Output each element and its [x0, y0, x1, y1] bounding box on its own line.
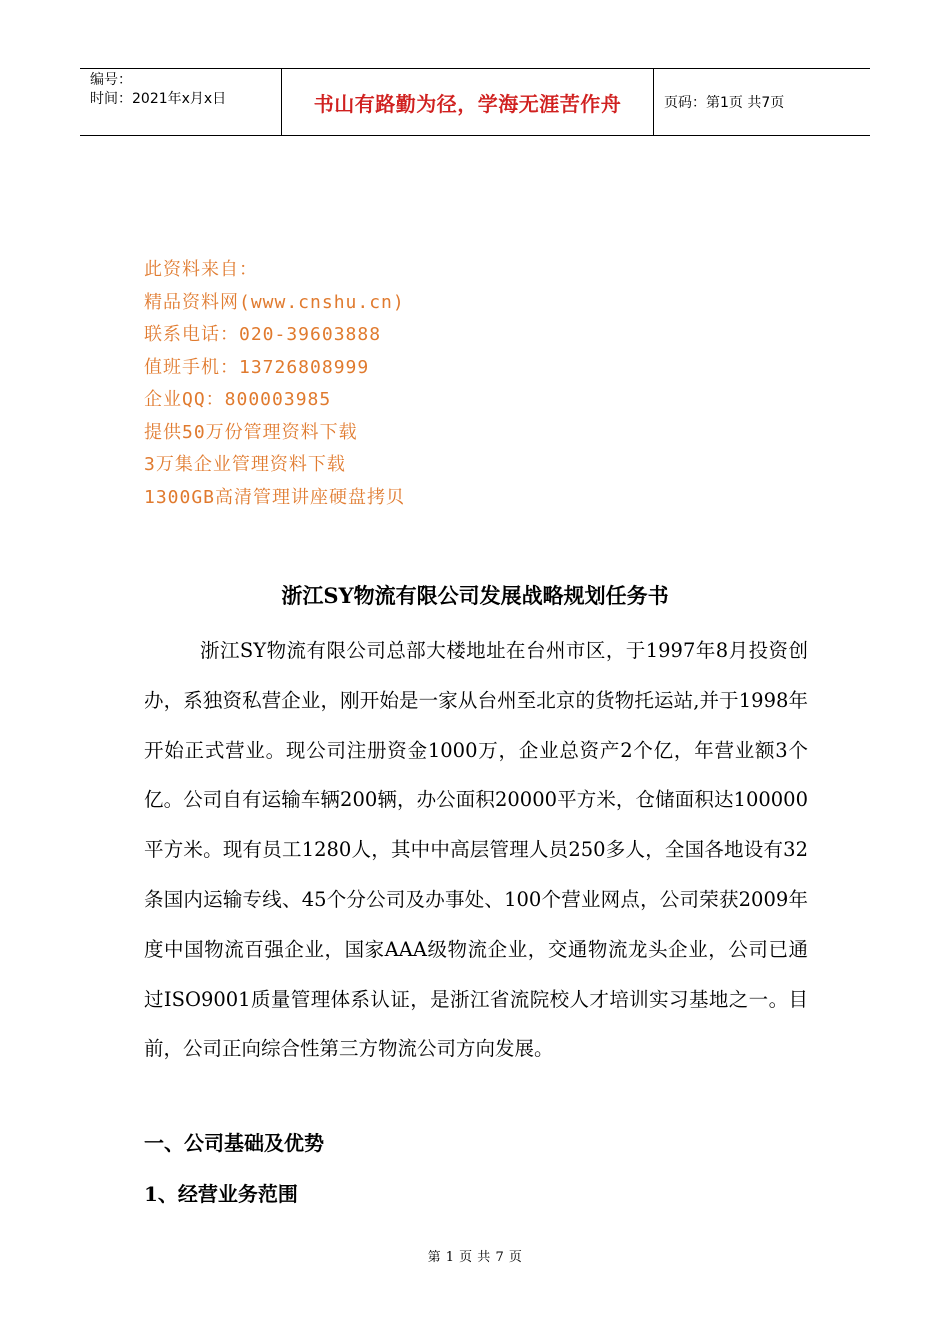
source-info-block: [144, 254, 405, 514]
source-website-link[interactable]: 精品资料网(www.cnshu.cn): [144, 291, 405, 313]
page-footer: 第 1 页 共 7 页: [427, 1250, 523, 1265]
source-mobile: 值班手机：13726808999: [144, 356, 370, 378]
source-line: 提供50万份管理资料下载: [144, 421, 358, 443]
header-meta-cell: [80, 69, 282, 135]
header-table: [80, 68, 870, 136]
source-phone: 联系电话：020-39603888: [144, 324, 382, 345]
source-line: 1300GB高清管理讲座硬盘拷贝: [144, 486, 406, 508]
source-line: 3万集企业管理资料下载: [144, 454, 346, 475]
subsection-heading: 1、经营业务范围: [144, 1182, 298, 1206]
number-label: 编号：: [90, 72, 132, 88]
document-title: 浙江SY物流有限公司发展战略规划任务书: [281, 583, 669, 608]
source-line: 此资料来自：: [144, 259, 258, 280]
source-qq: 企业QQ：800003985: [144, 389, 332, 410]
time-label: 时间：2021年x月x日: [90, 91, 227, 107]
section-heading: 一、公司基础及优势: [144, 1131, 324, 1155]
header-motto: 书山有路勤为径，学海无涯苦作舟: [282, 69, 654, 135]
intro-paragraph: 浙江SY物流有限公司总部大楼地址在台州市区，于1997年8月投资创办，系独资私营企业，刚开始是一家从台州至北京的货物托运站,并于1998年开始正式营业。现公司注册资金1000万，企业总资产2个亿，年营业额3个亿。公司自有运输车辆200辆，办公面积20000平方米，仓储面积达100000平方米。现有员工1280人，其中中高层管理人员250多人，全国各地设有32条国内运输专线、45个分公司及办事处、100个营业网点，公司荣获2009年度中国物流百强企业，国家AAA级物流企业，交通物流龙头企业，公司已通过ISO9001质量管理体系认证，是浙江省流院校人才培训实习基地之一。目前，公司正向综合性第三方物流公司方向发展。: [144, 639, 808, 1061]
header-page-code: 页码：第1页 共7页: [664, 95, 785, 111]
